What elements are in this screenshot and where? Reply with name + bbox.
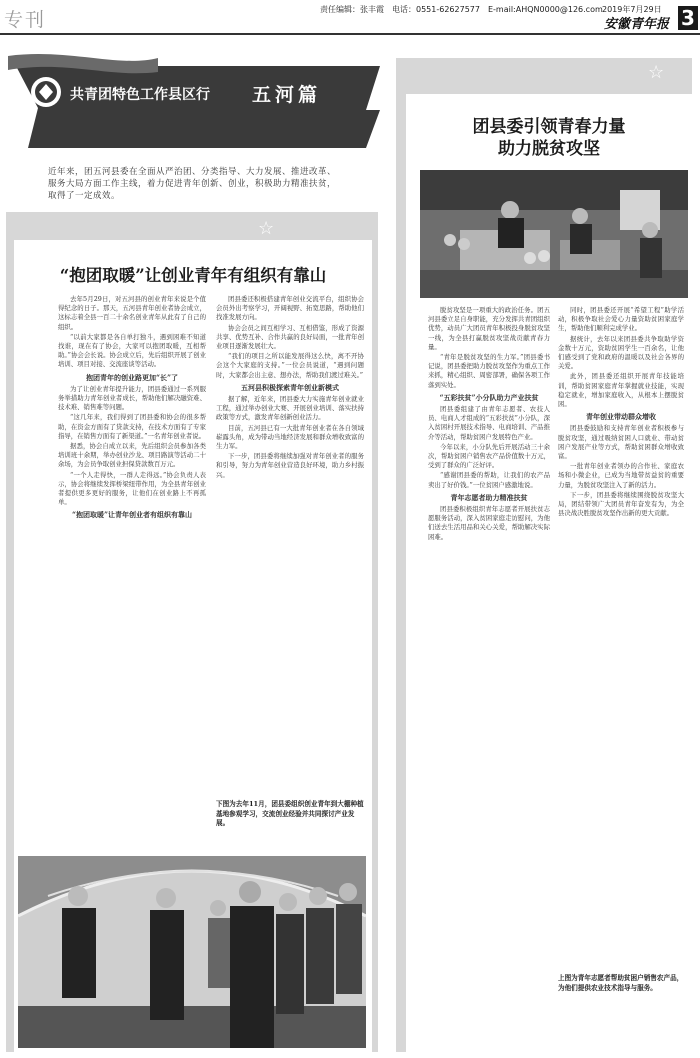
right-article-col1 [428, 306, 550, 1014]
page-number: 3 [678, 6, 698, 30]
intro-text: 近年来，团五河县委在全面从严治团、分类指导、大力发展、推进改革、服务大局方面工作主线，着力促进青年创新、创业，积极助力精准扶贫，取得了一定成效。 [48, 167, 337, 201]
paragraph: “我们的项目之所以能发展得这么快，离不开协会这个大家庭的支持。”一位会员说道，“遇到问题时，大家都会出主意、想办法，帮助我们渡过难关。” [216, 352, 364, 379]
market-photo [420, 170, 688, 298]
left-headline: “抱团取暖”让创业青年有组织有靠山 [59, 266, 327, 285]
left-article-col2 [216, 295, 364, 785]
star-icon: ☆ [258, 218, 275, 239]
paragraph: 协会会员之间互相学习、互相借鉴，形成了资源共享、优势互补、合作共赢的良好局面，一批青年创业项目逐渐发展壮大。 [216, 323, 364, 351]
issue-date: 2019年7月29日 [602, 5, 662, 14]
paragraph: 同时，团县委还开展“希望工程”助学活动，积极争取社会爱心力量资助贫困家庭学生，帮助他们顺利完成学业。 [558, 306, 684, 333]
greenhouse-photo [18, 856, 366, 1048]
paragraph: 一批青年创业者领办的合作社、家庭农场和小微企业，已成为当地带贫益贫的重要力量，为脱贫攻坚注入了新的活力。 [558, 462, 684, 489]
banner-subtitle: 五河篇 [252, 84, 322, 106]
paragraph: “青年是脱贫攻坚的生力军。”团县委书记说，团县委把助力脱贫攻坚作为重点工作来抓，精心组织、周密部署，确保各项工作落到实处。 [428, 353, 550, 389]
paragraph: 团县委积极组织青年志愿者开展扶贫志愿服务活动，深入贫困家庭走访慰问，为他们送去生活用品和关心关爱，帮助解决实际困难。 [428, 505, 550, 541]
subheading: “抱团取暖”让青年创业者有组织有靠山 [71, 510, 193, 520]
paragraph: 据悉，协会自成立以来，先后组织会员参加各类培训班十余期，举办创业沙龙、项目路演等活动二十余场，为会员争取创业担保贷款数百万元。 [58, 442, 206, 469]
paragraph: 脱贫攻坚是一项重大的政治任务。团五河县委立足自身职能，充分发挥共青团组织优势，动员广大团员青年积极投身脱贫攻坚一线，为全县打赢脱贫攻坚战贡献青春力量。 [428, 306, 550, 351]
subheading: 青年创业带动群众增收 [586, 412, 656, 422]
paragraph: 此外，团县委还组织开展青年技能培训，帮助贫困家庭青年掌握就业技能，实现稳定就业，增加家庭收入，从根本上摆脱贫困。 [558, 372, 684, 409]
paragraph: 团县委鼓励和支持青年创业者积极参与脱贫攻坚，通过吸纳贫困人口就业、带动贫困户发展产业等方式，帮助贫困群众增收致富。 [558, 424, 684, 461]
paragraph: 今年以来，小分队先后开展活动三十余次，帮助贫困户销售农产品价值数十万元，受到了群众的广泛好评。 [428, 442, 550, 470]
paragraph: 目前，五河县已有一大批青年创业者在各自领域崭露头角，成为带动当地经济发展和群众增收致富的生力军。 [216, 423, 364, 451]
subheading: 五河县积极探索青年创业新模式 [241, 382, 339, 392]
right-photo-caption: 上图为青年志愿者帮助贫困户销售农产品，为他们提供农业技术指导与服务。 [558, 974, 684, 992]
subheading: 青年志愿者助力精准扶贫 [450, 492, 528, 502]
paragraph: 据了解，近年来，团县委大力实施青年创业就业工程，通过举办创业大赛、开展创业培训、落实扶持政策等方式，激发青年创新创业活力。 [216, 395, 364, 422]
paragraph: 下一步，团县委将继续加强对青年创业者的服务和引导，努力为青年创业营造良好环境，助力乡村振兴。 [216, 452, 364, 479]
left-article-col1 [58, 295, 206, 835]
paragraph: 为了让创业青年提升能力，团县委通过一系列服务举措助力青年创业者成长，帮助他们解决融资难、技术难、销售难等问题。 [58, 384, 206, 412]
subheading: 抱团青年的创业路更加“长”了 [85, 372, 179, 382]
banner-title: 共青团特色工作县区行 [70, 87, 210, 103]
paragraph: “这几年来，我们得到了团县委和协会的很多帮助，在资金方面有了贷款支持，在技术方面有了专家指导，在销售方面有了新渠道。”一名青年创业者说。 [58, 413, 206, 440]
column-title: 专刊 [4, 9, 47, 31]
paragraph: 下一步，团县委将继续围绕脱贫攻坚大局，团结带领广大团员青年奋发有为，为全县决战决胜脱贫攻坚作出新的更大贡献。 [558, 490, 684, 518]
editor-info: 责任编辑：张丰霞 电话：0551-62627577 E-mail:AHQN0000@126.com [320, 5, 603, 14]
right-headline-line1: 团县委引领青春力量 [472, 117, 626, 137]
paragraph: 据统计，去年以来团县委共争取助学资金数十万元，资助贫困学生一百余名，让他们感受到了党和政府的温暖以及社会各界的关爱。 [558, 334, 684, 371]
header-rule [0, 33, 700, 35]
star-icon: ☆ [648, 62, 665, 83]
left-photo-caption: 下图为去年11月，团县委组织创业青年到大棚种植基地参观学习，交流创业经验并共同探讨产业发展。 [216, 800, 364, 827]
subheading: “五彩扶贫”小分队助力产业扶贫 [439, 392, 539, 402]
paragraph: 去年5月29日，对五河县的创业青年来说是个值得纪念的日子。那天，五河县青年创业者协会成立，这标志着全县一百二十余名创业青年从此有了自己的组织。 [58, 295, 206, 331]
paragraph: “以前大家都是各自单打独斗，遇到困难不知道找谁，现在有了协会，大家可以抱团取暖，互相帮助。”协会会长说。协会成立后，先后组织开展了创业培训、项目对接、交流座谈等活动。 [58, 332, 206, 369]
right-article-col2 [558, 306, 684, 966]
paragraph: 团县委还积极搭建青年创业交流平台，组织协会会员外出考察学习，开阔视野、拓宽思路，帮助他们找准发展方向。 [216, 295, 364, 322]
newspaper-name: 安徽青年报 [604, 17, 670, 32]
paragraph: “一个人走得快，一群人走得远。”协会负责人表示，协会将继续发挥桥梁纽带作用，为全县青年创业者提供更多更好的服务，让他们在创业路上不再孤单。 [58, 470, 206, 507]
paragraph: “感谢团县委的帮助，让我们的农产品卖出了好价钱。”一位贫困户感激地说。 [428, 471, 550, 489]
right-headline-line2: 助力脱贫攻坚 [498, 139, 600, 159]
paragraph: 团县委组建了由青年志愿者、农技人员、电商人才组成的“五彩扶贫”小分队，深入贫困村开展技术指导、电商培训、产品推介等活动，帮助贫困户发展特色产业。 [428, 405, 550, 441]
